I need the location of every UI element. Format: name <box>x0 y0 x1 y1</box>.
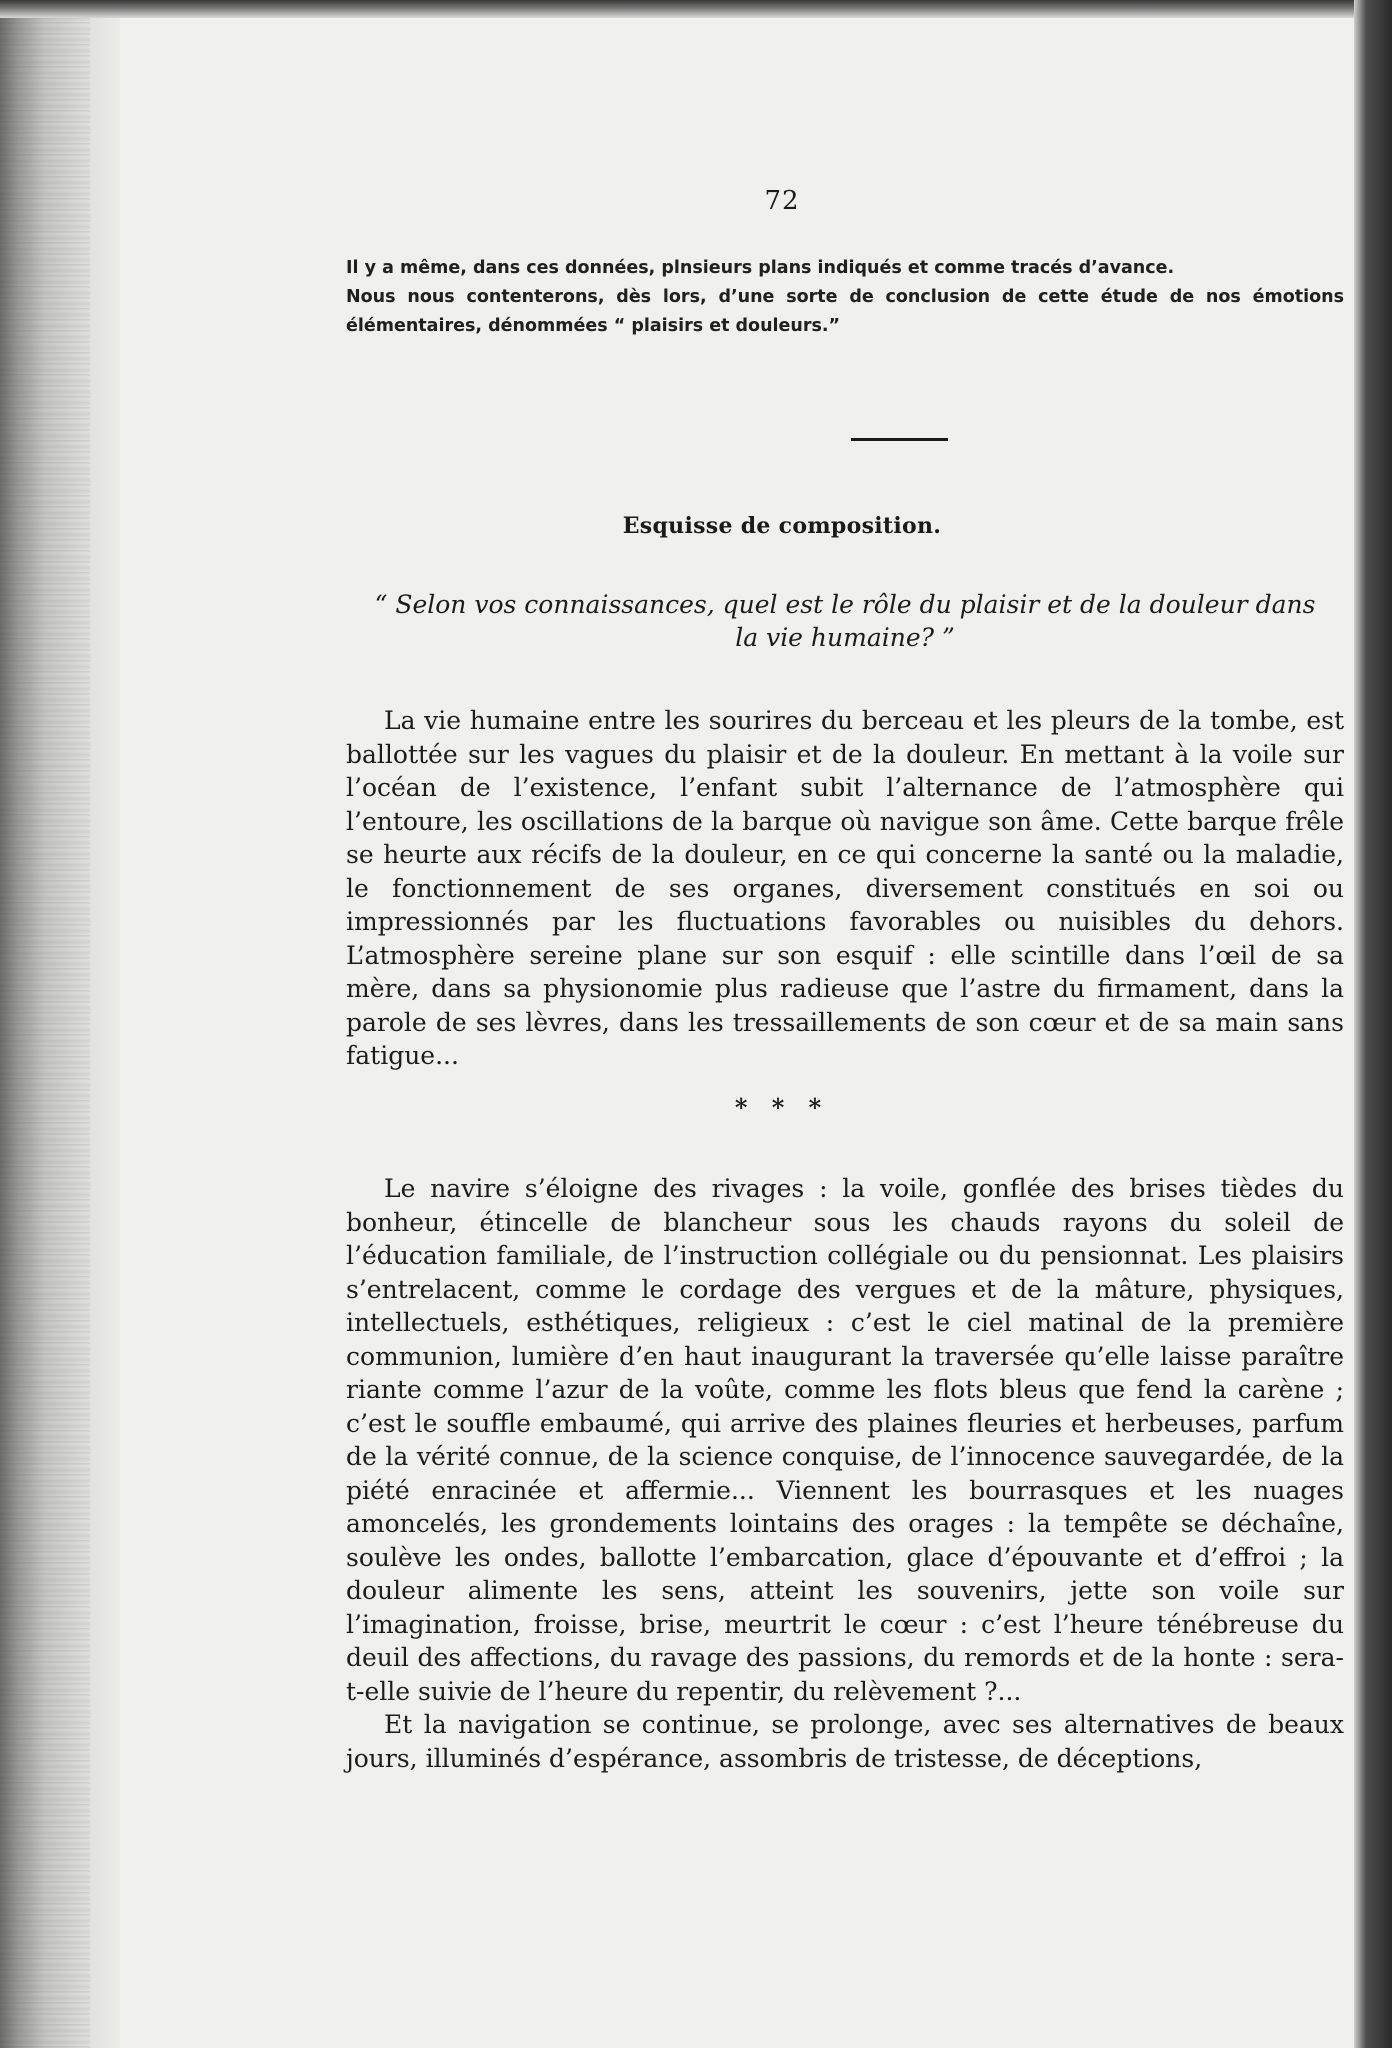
prompt-line: la vie humaine? ” <box>735 623 955 652</box>
body-paragraph-1 <box>346 704 1344 1073</box>
prompt-line: “ Selon vos connaissances, quel est le rôle du plaisir et de la douleur dans <box>374 590 1316 619</box>
paragraph: Et la navigation se continue, se prolonge, avec ses alternatives de beaux jours, illuminés d’espérance, assombris de tristesse, de déceptions, <box>346 1710 1344 1773</box>
section-divider <box>851 438 948 441</box>
paragraph: La vie humaine entre les sourires du berceau et les pleurs de la tombe, est ballottée sur les vagues du plaisir et de la douleur. En mettant à la voile sur l’océan de l’existence, l’enfant subit l’alternance de l’atmosphère qui l’entoure, les oscillations de la barque où navigue son âme. Cette barque frêle se heurte aux récifs de la douleur, en ce qui concerne la santé ou la maladie, le fonctionnement de ses organes, diversement constitués en soi ou impressionnés par les fluctuations favorables ou nuisibles du dehors. L’atmosphère sereine plane sur son esquif : elle scintille dans l’œil de sa mère, dans sa physionomie plus radieuse que l’astre du firmament, dans la parole de ses lèvres, dans les tressaillements de son cœur et de sa main sans fatigue... <box>346 706 1344 1070</box>
intro-text <box>346 254 1344 341</box>
binding-shadow <box>0 0 90 2048</box>
scan-top-edge <box>0 0 1392 18</box>
scan-right-edge <box>1354 0 1392 2048</box>
page-number: 72 <box>764 186 800 216</box>
book-page <box>120 18 1354 2048</box>
asterism-separator: * * * <box>734 1093 830 1122</box>
intro-paragraph: Nous nous contenterons, dès lors, d’une sorte de conclusion de cette étude de nos émotions élémentaires, dénommées “ plaisirs et douleurs.” <box>346 287 1344 336</box>
composition-prompt <box>346 588 1344 654</box>
intro-paragraph: Il y a même, dans ces données, plnsieurs plans indiqués et comme tracés d’avance. <box>346 258 1175 278</box>
paragraph: Le navire s’éloigne des rivages : la voile, gonflée des brises tièdes du bonheur, étincelle de blancheur sous les chauds rayons du soleil de l’éducation familiale, de l’instruction collégiale ou du pensionnat. Les plaisirs s’entrelacent, comme le cordage des vergues et de la mâture, physiques, intellectuels, esthétiques, religieux : c’est le ciel matinal de la première communion, lumière d’en haut inaugurant la traversée qu’elle laisse paraître riante comme l’azur de la voûte, comme les flots bleus que fend la carène ; c’est le souffle embaumé, qui arrive des plaines fleuries et herbeuses, parfum de la vérité connue, de la science conquise, de l’innocence sauvegardée, de la piété enracinée et affermie... Viennent les bourrasques et les nuages amoncelés, les grondements lointains des orages : la tempête se déchaîne, soulève les ondes, ballotte l’embarcation, glace d’épouvante et d’effroi ; la douleur alimente les sens, atteint les souvenirs, jette son voile sur l’imagination, froisse, brise, meurtrit le cœur : c’est l’heure ténébreuse du deuil des affections, du ravage des passions, du remords et de la honte : sera-t-elle suivie de l’heure du repentir, du relèvement ?... <box>346 1174 1344 1706</box>
body-paragraph-2 <box>346 1172 1344 1775</box>
section-title: Esquisse de composition. <box>622 513 942 539</box>
